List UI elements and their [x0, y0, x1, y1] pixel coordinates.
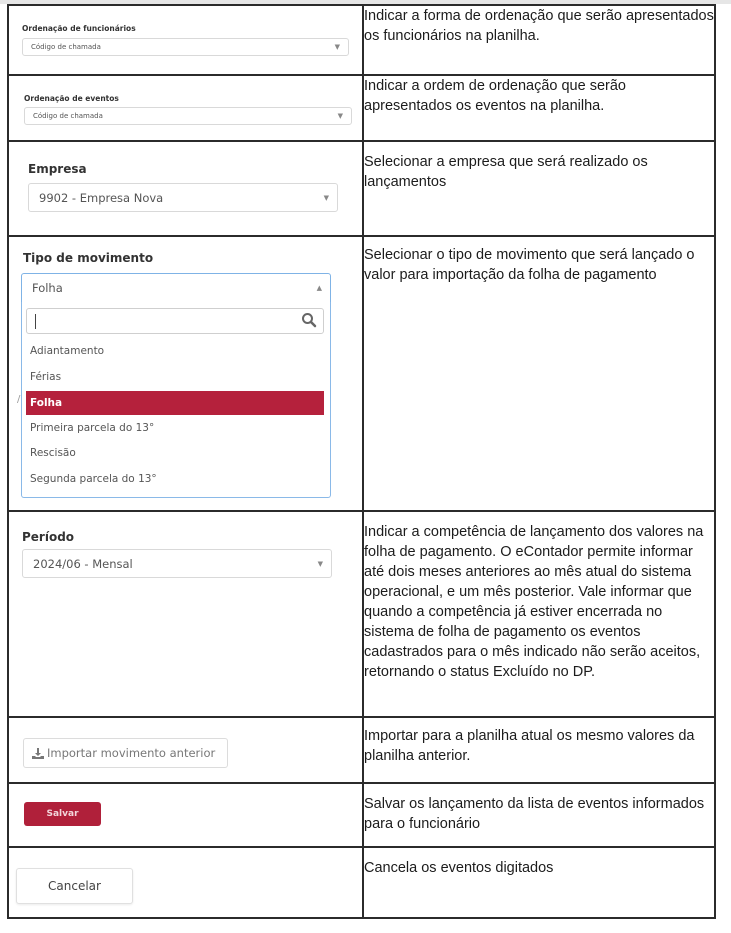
table-row — [8, 717, 715, 783]
select-value: Código de chamada — [33, 112, 103, 120]
button-label: Importar movimento anterior — [47, 746, 216, 760]
company-select[interactable] — [28, 183, 338, 212]
dropdown-search-input[interactable] — [26, 308, 324, 334]
chevron-down-icon: ▼ — [317, 559, 323, 568]
dropdown-option[interactable]: Adiantamento — [30, 345, 105, 357]
table-row — [8, 847, 715, 918]
table-row — [8, 783, 715, 847]
button-label: Salvar — [46, 809, 79, 819]
description-cell: Cancela os eventos digitados — [363, 847, 715, 918]
movement-type-dropdown — [21, 302, 331, 498]
employee-order-select[interactable] — [22, 38, 349, 56]
description-cell: Importar para a planilha atual os mesmo valores da planilha anterior. — [363, 717, 715, 783]
field-cell — [8, 5, 363, 75]
select-value: Folha — [32, 281, 63, 295]
download-icon — [32, 748, 44, 759]
select-value: Código de chamada — [31, 43, 101, 51]
chevron-down-icon: ▼ — [337, 112, 343, 120]
description-cell: Selecionar a empresa que será realizado os lançamentos — [363, 141, 715, 236]
description-cell: Indicar a forma de ordenação que serão apresentados os funcionários na planilha. — [363, 5, 715, 75]
chevron-up-icon: ▲ — [316, 284, 322, 292]
field-cell — [8, 511, 363, 717]
field-label: Ordenação de eventos — [24, 94, 119, 103]
description-cell: Indicar a ordem de ordenação que serão apresentados os eventos na planilha. — [363, 75, 715, 141]
dropdown-option[interactable]: Segunda parcela do 13° — [30, 473, 157, 485]
cancel-button[interactable] — [16, 868, 133, 904]
dropdown-option[interactable]: Férias — [30, 371, 62, 383]
select-value: 2024/06 - Mensal — [33, 556, 133, 571]
field-label: Ordenação de funcionários — [22, 24, 136, 33]
field-label: Empresa — [28, 162, 87, 176]
description-cell: Salvar os lançamento da lista de eventos informados para o funcionário — [363, 783, 715, 847]
save-button[interactable] — [24, 802, 101, 826]
event-order-select[interactable] — [24, 107, 352, 125]
table-row — [8, 511, 715, 717]
dropdown-option[interactable]: Rescisão — [30, 447, 76, 459]
search-icon — [301, 312, 317, 328]
select-value: 9902 - Empresa Nova — [39, 190, 164, 205]
chevron-down-icon: ▼ — [323, 193, 329, 202]
table-row — [8, 75, 715, 141]
text-cursor — [35, 314, 36, 329]
field-cell — [8, 717, 363, 783]
field-label: Período — [22, 530, 75, 544]
button-label: Cancelar — [48, 879, 101, 893]
field-cell — [8, 783, 363, 847]
period-select[interactable] — [22, 549, 332, 578]
dropdown-option[interactable]: Primeira parcela do 13° — [30, 422, 155, 434]
description-cell: Indicar a competência de lançamento dos valores na folha de pagamento. O eContador permite informar até dois meses anteriores ao mês atual do sistema operacional, e um mês posterior. Vale informar que quando a competência já estiver encerrada no sistema de folha de pagamento os eventos cadastrados para o mês indicado não serão aceitos, retornando o status Excluído no DP. — [363, 511, 715, 717]
table-row — [8, 5, 715, 75]
movement-type-select[interactable] — [21, 273, 331, 303]
description-cell: Selecionar o tipo de movimento que será lançado o valor para importação da folha de pagamento — [363, 236, 715, 511]
field-cell — [8, 141, 363, 236]
hidden-field-fragment: / — [17, 394, 21, 405]
field-cell — [8, 75, 363, 141]
table-row — [8, 141, 715, 236]
import-previous-button[interactable] — [23, 738, 228, 768]
field-cell — [8, 847, 363, 918]
chevron-down-icon: ▼ — [334, 43, 340, 51]
dropdown-option-selected[interactable]: Folha — [26, 391, 324, 415]
field-label: Tipo de movimento — [23, 251, 154, 265]
